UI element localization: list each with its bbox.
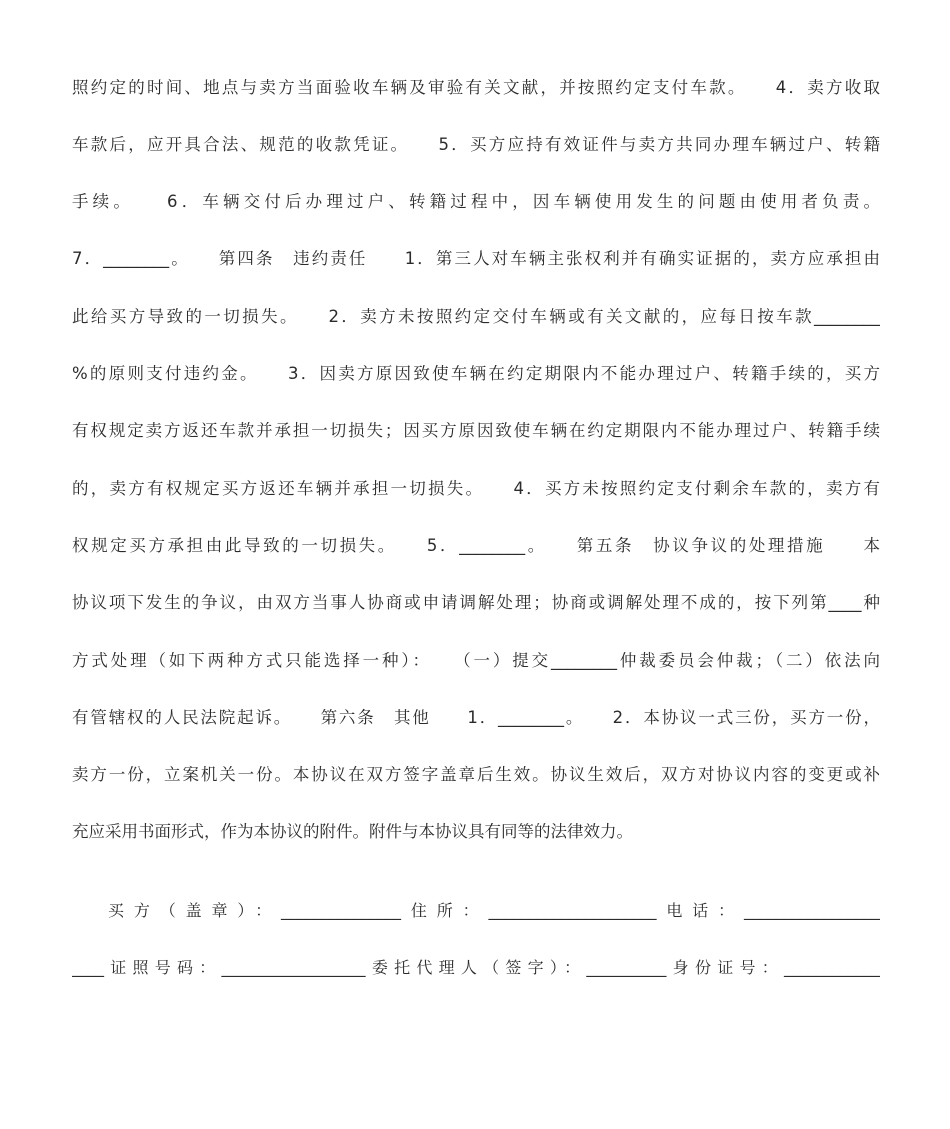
paragraph-line-14: 充应采用书面形式，作为本协议的附件。附件与本协议具有同等的法律效力。: [72, 822, 633, 841]
paragraph-line-2: 车款后，应开具合法、规范的收款凭证。 5．买方应持有效证件与卖方共同办理车辆过户、转籍: [72, 135, 880, 154]
paragraph-line-5: 此给买方导致的一切损失。 2．卖方未按照约定交付车辆或有关文献的，应每日按车款________: [72, 307, 880, 326]
paragraph-line-6: %的原则支付违约金。 3．因卖方原因致使车辆在约定期限内不能办理过户、转籍手续的，买方: [72, 364, 880, 383]
signature-line-buyer: 买方（盖章）：_______________住所：_____________________电话：_________________: [108, 901, 880, 920]
paragraph-line-3: 手续。 6．车辆交付后办理过户、转籍过程中，因车辆使用发生的问题由使用者负责。: [72, 192, 880, 211]
paragraph-line-1: 照约定的时间、地点与卖方当面验收车辆及审验有关文献，并按照约定支付车款。 4．卖方收取: [72, 78, 880, 97]
paragraph-line-4: 7．________。 第四条 违约责任 1．第三人对车辆主张权利并有确实证据的，卖方应承担由: [72, 249, 880, 268]
paragraph-line-9: 权规定买方承担由此导致的一切损失。 5．________。 第五条 协议争议的处理措施 本: [72, 536, 880, 555]
paragraph-line-10: 协议项下发生的争议，由双方当事人协商或申请调解处理；协商或调解处理不成的，按下列第____种: [72, 593, 880, 612]
paragraph-line-12: 有管辖权的人民法院起诉。 第六条 其他 1．________。 2．本协议一式三份，买方一份，: [72, 708, 880, 727]
paragraph-line-7: 有权规定卖方返还车款并承担一切损失；因买方原因致使车辆在约定期限内不能办理过户、转籍手续: [72, 421, 880, 440]
paragraph-line-8: 的，卖方有权规定买方返还车辆并承担一切损失。 4．买方未按照约定支付剩余车款的，卖方有: [72, 479, 880, 498]
signature-line-license: ____证照号码：__________________委托代理人（签字）：__________身份证号：____________: [72, 958, 880, 977]
paragraph-line-13: 卖方一份，立案机关一份。本协议在双方签字盖章后生效。协议生效后，双方对协议内容的变更或补: [72, 765, 880, 784]
paragraph-line-11: 方式处理（如下两种方式只能选择一种）： （一）提交________仲裁委员会仲裁；（二）依法向: [72, 651, 880, 670]
